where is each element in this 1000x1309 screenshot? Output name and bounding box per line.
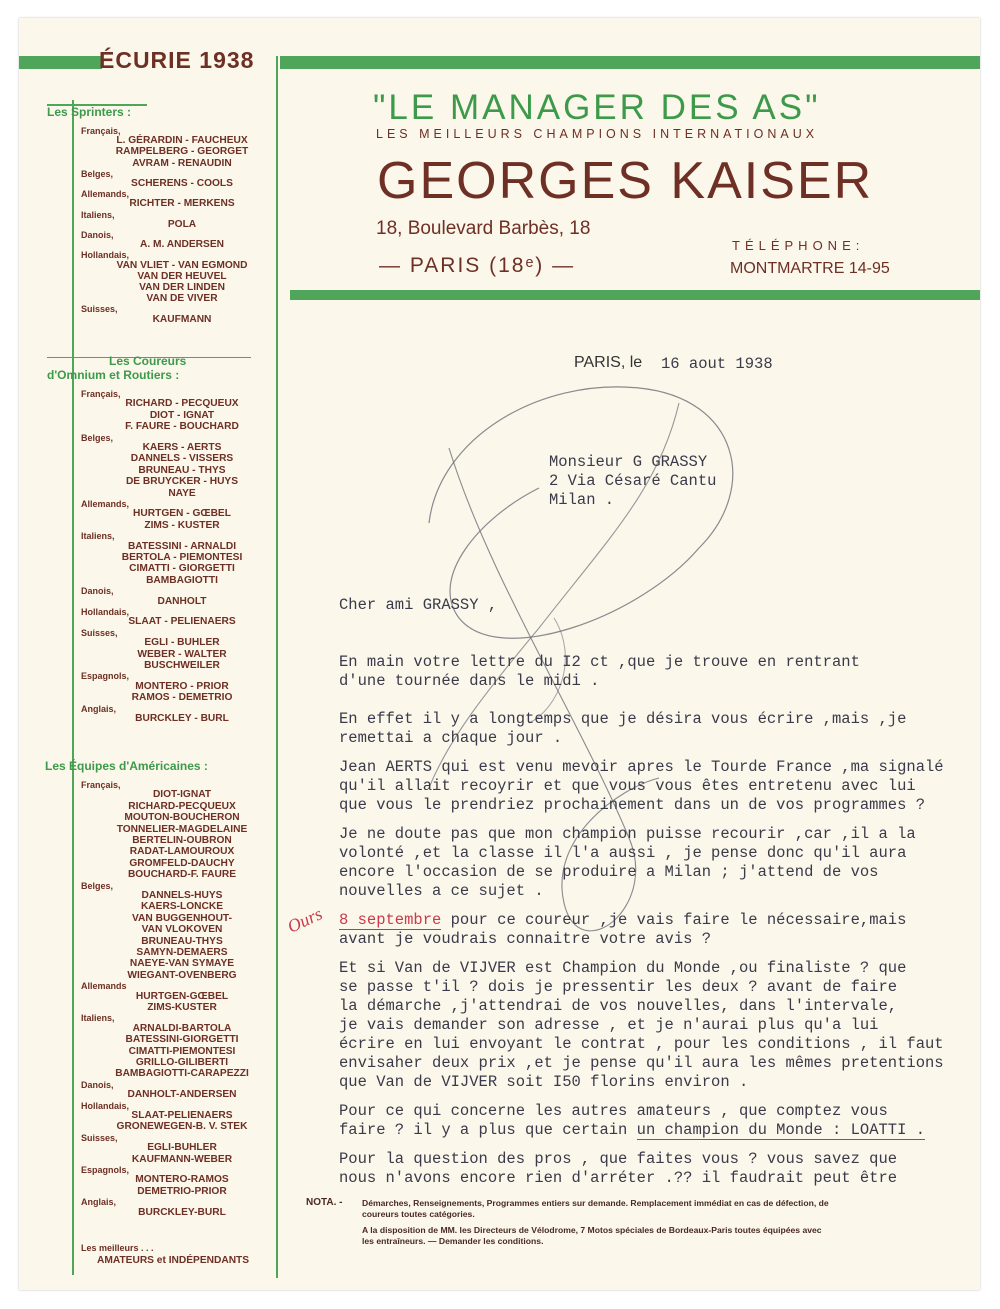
rider-name: SLAAT-PELIENAERS <box>131 1110 233 1121</box>
equipes-heading: Les Équipes d'Américaines : <box>45 759 208 773</box>
nota-line-1: Démarches, Renseignements, Programmes entiers sur demande. Remplacement immédiat en cas de défection, de <box>362 1198 829 1208</box>
rider-name: NAYE <box>168 487 196 499</box>
rider-name: VAN VLOKOVEN <box>141 924 223 936</box>
rider-name: HURTGEN-GŒBEL <box>135 990 229 1002</box>
country-label: Suisses, <box>81 304 118 315</box>
rider-name: DIOT - IGNAT <box>149 409 215 421</box>
recipient-line-2: 2 Via Césaré Cantu <box>549 472 717 490</box>
rider-name: GRONEWEGEN-B. V. STEK <box>116 1121 248 1133</box>
body-line: la démarche ,j'attendrai de vos nouvelles, dans l'intervale, <box>339 997 898 1015</box>
country-label: Danois, <box>81 1079 114 1090</box>
september-text: pour ce coureur ,je vais faire le nécessaire,mais <box>441 911 907 929</box>
rider-name: SAMYN-DEMAERS <box>136 947 228 958</box>
body-line: se passe t'il ? dois je pressentir les deux ? avant de faire <box>339 978 898 996</box>
country-label: Italiens, <box>81 209 115 220</box>
telephone-label: TÉLÉPHONE: <box>732 238 865 253</box>
country-label: Espagnols, <box>81 1165 130 1175</box>
rider-name: BUSCHWEILER <box>144 660 220 671</box>
body-line: que Van de VIJVER soit I50 florins environ . <box>339 1073 749 1091</box>
september-line <box>339 911 906 929</box>
loatti-underlined: un champion du Monde : LOATTI . <box>636 1121 926 1139</box>
rider-name: DIOT-IGNAT <box>152 789 212 801</box>
country-label: Suisses, <box>81 1132 118 1143</box>
country-label: Français, <box>81 780 121 790</box>
body-line: écrire en lui envoyant le contrat , pour les conditions , il faut <box>339 1035 944 1053</box>
country-label: Italiens, <box>81 531 115 542</box>
country-label: Italiens, <box>81 1013 115 1024</box>
rider-name: F. FAURE - BOUCHARD <box>125 421 239 433</box>
country-label: Allemands, <box>81 189 130 200</box>
rider-name: BAMBAGIOTTI <box>146 574 218 586</box>
rider-name: MONTERO-RAMOS <box>135 1174 229 1186</box>
nota-line-4: les entraîneurs. — Demander les conditions. <box>362 1236 544 1246</box>
country-label: Anglais, <box>81 703 117 714</box>
rider-name: BERTOLA - PIEMONTESI <box>121 552 243 563</box>
salutation: Cher ami GRASSY , <box>339 596 498 614</box>
body-line: Et si Van de VIJVER est Champion du Monde ,ou finaliste ? que <box>339 959 907 977</box>
country-label: Français, <box>81 126 121 136</box>
pencil-annotation: Ours <box>284 903 326 937</box>
body-line: d'une tournée dans le midi . <box>339 672 600 690</box>
country-label: Espagnols, <box>81 671 130 682</box>
ecurie-title: ÉCURIE 1938 <box>99 47 255 73</box>
country-label: Hollandais, <box>81 1100 130 1111</box>
rider-name: VAN DER LINDEN <box>139 282 225 293</box>
date-label: PARIS, le <box>574 354 643 371</box>
nota-label: NOTA. - <box>306 1197 343 1208</box>
rider-name: CIMATTI-PIEMONTESI <box>128 1045 236 1057</box>
rider-name: RICHARD - PECQUEUX <box>125 398 239 410</box>
date-value: 16 aout 1938 <box>661 355 773 373</box>
telephone-number: MONTMARTRE 14-95 <box>730 260 890 277</box>
body-line: remettai a chaque jour . <box>339 729 563 747</box>
subtitle: LES MEILLEURS CHAMPIONS INTERNATIONAUX <box>376 127 819 141</box>
country-label: Belges, <box>81 432 114 443</box>
company-name: GEORGES KAISER <box>377 152 874 210</box>
rider-name: DANNELS-HUYS <box>141 890 223 901</box>
rider-name: L. GÉRARDIN - FAUCHEUX <box>116 135 248 147</box>
rider-name: WEBER - WALTER <box>137 648 227 660</box>
rider-name: MOUTON-BOUCHERON <box>124 812 240 824</box>
rider-name: DANHOLT-ANDERSEN <box>127 1089 237 1101</box>
body-line: envisaher deux prix ,et je pense qu'il aura les mêmes pretentions <box>339 1054 944 1072</box>
rider-name: BAMBAGIOTTI-CARAPEZZI <box>115 1068 249 1080</box>
rider-name: VAN DE VIVER <box>146 293 218 305</box>
country-label: Allemands <box>81 981 127 992</box>
rider-name: RAMOS - DEMETRIO <box>131 692 233 704</box>
body-line: volonté ,et la classe il l'a aussi , je pense donc qu'il aura <box>339 844 907 862</box>
rider-name: ZIMS - KUSTER <box>144 519 220 531</box>
rider-name: AVRAM - RENAUDIN <box>132 157 232 169</box>
sidebar-footer-1: Les meilleurs . . . <box>81 1243 154 1253</box>
rider-name: KAERS - AERTS <box>142 442 222 453</box>
country-label: Allemands, <box>81 499 130 509</box>
rider-name: HURTGEN - GŒBEL <box>133 508 231 520</box>
country-label: Belges, <box>81 880 114 891</box>
rider-name: RICHTER - MERKENS <box>129 198 235 210</box>
body-line: avant je voudrais connaitre votre avis ? <box>339 930 712 948</box>
september-date: 8 septembre <box>339 911 442 929</box>
rider-name: GRILLO-GILIBERTI <box>135 1057 229 1068</box>
country-label: Hollandais, <box>81 607 130 617</box>
country-label: Suisses, <box>81 627 118 638</box>
street-address: 18, Boulevard Barbès, 18 <box>376 218 591 239</box>
amateurs-text: faire ? il y a plus que certain <box>339 1121 637 1139</box>
rider-name: SCHERENS - COOLS <box>131 178 233 189</box>
body-line: que vous le prendriez prochainement dans un de vos programmes ? <box>339 796 925 814</box>
rider-name: KAUFMANN <box>152 313 212 325</box>
city: — PARIS (18ᵉ) — <box>379 254 576 277</box>
rider-name: BOUCHARD-F. FAURE <box>127 869 237 881</box>
rider-name: BRUNEAU-THYS <box>141 935 223 947</box>
rider-name: BURCKLEY-BURL <box>138 1206 226 1218</box>
country-label: Hollandais, <box>81 250 130 261</box>
sidebar-footer-2: AMATEURS et INDÉPENDANTS <box>97 1255 250 1266</box>
rider-name: RADAT-LAMOUROUX <box>129 846 235 858</box>
rider-name: DEMETRIO-PRIOR <box>137 1185 227 1197</box>
country-label: Belges, <box>81 168 114 179</box>
body-line: Pour la question des pros , que faites vous ? vous savez que <box>339 1150 898 1168</box>
body-line: encore l'occasion de se produire a Milan ; j'attend de vos <box>339 863 879 881</box>
rider-name: DE BRUYCKER - HUYS <box>125 476 239 488</box>
country-label: Danois, <box>81 586 114 597</box>
slogan: "LE MANAGER DES AS" <box>373 88 821 127</box>
rider-name: VAN DER HEUVEL <box>137 270 227 282</box>
body-line: En effet il y a longtemps que je désira vous écrire ,mais ,je <box>339 710 907 728</box>
rider-name: VAN BUGGENHOUT- <box>132 912 232 924</box>
rider-name: ARNALDI-BARTOLA <box>132 1022 232 1034</box>
rider-name: MONTERO - PRIOR <box>135 680 229 692</box>
rider-name: KAERS-LONCKE <box>140 901 224 913</box>
rider-name: WIEGANT-OVENBERG <box>127 969 237 981</box>
body-line: Je ne doute pas que mon champion puisse recourir ,car ,il a la <box>339 825 916 843</box>
rider-name: DANHOLT <box>157 595 207 607</box>
rider-name: BERTELIN-OUBRON <box>132 835 232 846</box>
rider-name: POLA <box>167 218 197 230</box>
body-line: je vais demander son adresse , et je n'aurai plus qu'a lui <box>339 1016 879 1034</box>
rider-name: EGLI - BUHLER <box>144 637 220 649</box>
rider-name: RAMPELBERG - GEORGET <box>115 146 249 158</box>
nota-line-3: A la disposition de MM. les Directeurs de Vélodrome, 7 Motos spéciales de Bordeaux-Paris toutes équipées avec <box>362 1225 822 1235</box>
rider-name: VAN VLIET - VAN EGMOND <box>116 259 248 271</box>
letter-sheet <box>19 18 980 1290</box>
rider-name: BURCKLEY - BURL <box>135 713 229 724</box>
country-label: Anglais, <box>81 1197 117 1208</box>
rider-name: NAEYE-VAN SYMAYE <box>129 958 235 970</box>
body-line: qu'il allait recoyrir et que vous vous êtes entretenu avec lui <box>339 777 916 795</box>
rider-name: KAUFMANN-WEBER <box>131 1153 233 1165</box>
rider-name: RICHARD-PECQUEUX <box>128 800 236 812</box>
sprinters-heading: Les Sprinters : <box>47 105 132 119</box>
rider-name: BATESSINI-GIORGETTI <box>125 1034 239 1046</box>
country-label: Danois, <box>81 230 114 240</box>
recipient-line-1: Monsieur G GRASSY <box>549 453 708 471</box>
coureurs-heading-2: d'Omnium et Routiers : <box>47 368 180 382</box>
rider-name: BATESSINI - ARNALDI <box>127 540 237 552</box>
body-line: Jean AERTS qui est venu mevoir apres le Tourde France ,ma signalé <box>339 758 944 776</box>
body-line: En main votre lettre du I2 ct ,que je trouve en rentrant <box>339 653 860 671</box>
recipient-line-3: Milan . <box>549 491 615 509</box>
rider-name: DANNELS - VISSERS <box>130 453 234 465</box>
rider-name: A. M. ANDERSEN <box>140 239 224 251</box>
amateurs-line-2 <box>339 1121 925 1139</box>
rider-name: ZIMS-KUSTER <box>147 1002 217 1013</box>
rider-name: CIMATTI - GIORGETTI <box>129 563 235 575</box>
rider-name: TONNELIER-MAGDELAINE <box>116 823 248 835</box>
body-line: Pour ce qui concerne les autres amateurs , que comptez vous <box>339 1102 888 1120</box>
coureurs-heading-1: Les Coureurs <box>109 354 187 368</box>
rider-name: BRUNEAU - THYS <box>138 464 226 476</box>
rider-name: SLAAT - PELIENAERS <box>128 616 236 628</box>
nota-line-2: coureurs toutes catégories. <box>362 1209 475 1219</box>
rider-name: EGLI-BUHLER <box>147 1142 217 1154</box>
body-line: nous n'avons encore rien d'arréter .?? il faudrait peut être <box>339 1169 898 1187</box>
body-line: nouvelles a ce sujet . <box>339 882 544 900</box>
rider-name: GROMFELD-DAUCHY <box>129 857 235 869</box>
country-label: Français, <box>81 389 121 399</box>
